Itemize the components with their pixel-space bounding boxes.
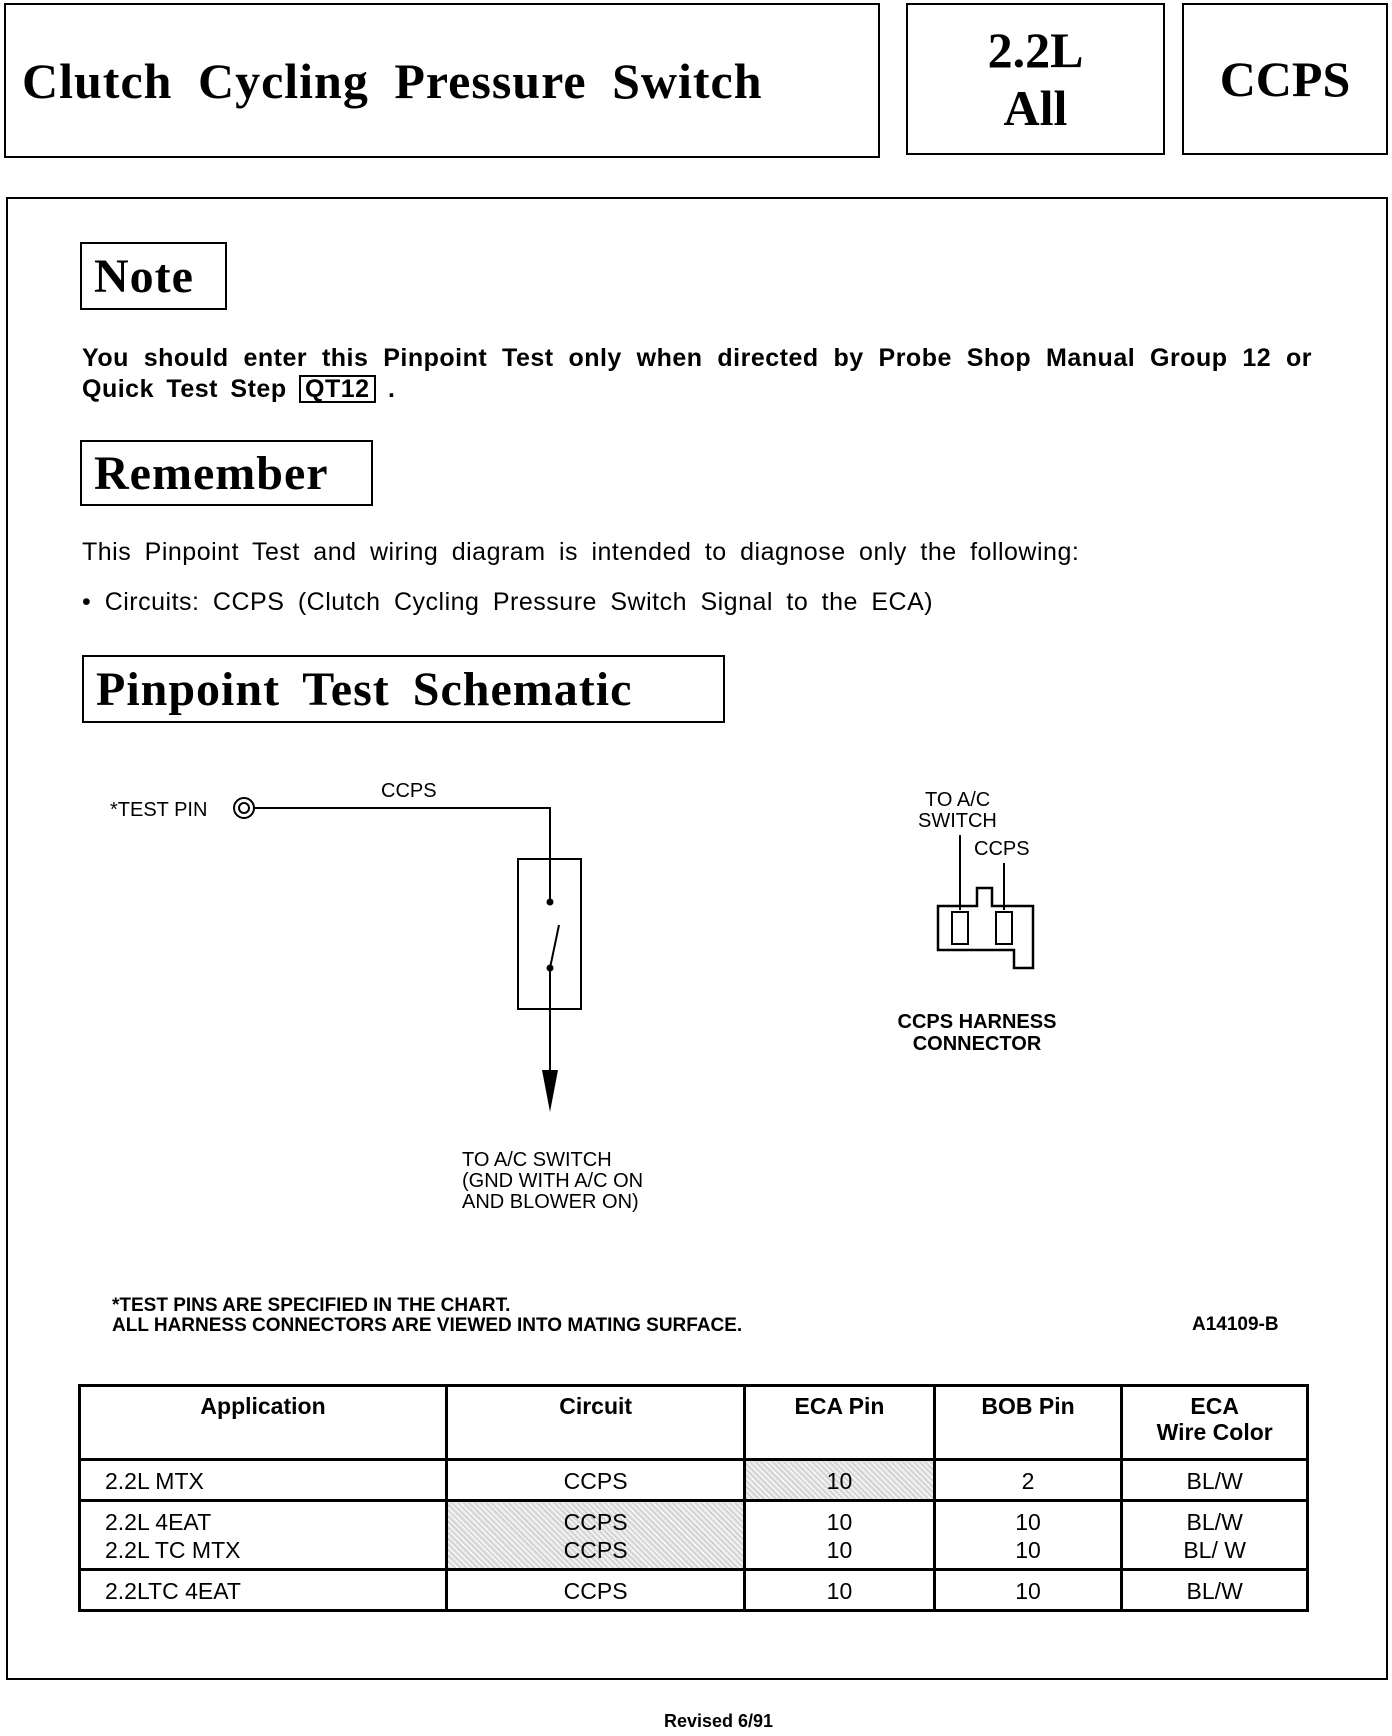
cell-circuit bbox=[447, 1501, 745, 1570]
cell-eca-pin bbox=[745, 1501, 935, 1570]
wire-label: CCPS bbox=[381, 780, 437, 802]
table-row bbox=[80, 1570, 1308, 1611]
cell-wire-color: BL/W bbox=[1122, 1460, 1308, 1501]
code-text: CCPS bbox=[1219, 51, 1351, 107]
col-wire-color-line1: ECA bbox=[1190, 1393, 1239, 1419]
bullet-text: Circuits: CCPS (Clutch Cycling Pressure Switch Signal to the ECA) bbox=[104, 588, 934, 616]
schematic-heading-text: Pinpoint Test Schematic bbox=[96, 662, 633, 716]
table-header-row bbox=[80, 1386, 1308, 1460]
note-text: You should enter this Pinpoint Test only when directed by Probe Shop Manual Group 12 or Quick Test Step bbox=[82, 344, 1312, 403]
connector-ccps-label: CCPS bbox=[974, 838, 1030, 860]
connector-cavity-1 bbox=[952, 912, 968, 944]
cell-circuit: CCPS bbox=[447, 1570, 745, 1611]
cell-application-line2: 2.2L TC MTX bbox=[105, 1537, 241, 1563]
cell-application: 2.2L MTX bbox=[80, 1460, 447, 1501]
connector-name-1: CCPS HARNESS bbox=[897, 1011, 1057, 1033]
ground-arrow-icon bbox=[542, 1070, 558, 1112]
ground-label-3: AND BLOWER ON) bbox=[462, 1191, 639, 1213]
connector-to-label-1: TO A/C bbox=[925, 789, 991, 811]
schematic-footnote bbox=[112, 1296, 742, 1336]
note-heading-text: Note bbox=[94, 249, 194, 303]
col-wire-color-line2: Wire Color bbox=[1156, 1419, 1273, 1445]
cell-circuit-line2: CCPS bbox=[563, 1537, 628, 1563]
figure-id: A14109-B bbox=[1192, 1314, 1279, 1335]
remember-text: This Pinpoint Test and wiring diagram is intended to diagnose only the following: bbox=[82, 538, 1080, 566]
col-eca-pin: ECA Pin bbox=[745, 1386, 935, 1460]
cell-wire-color-line2: BL/ W bbox=[1183, 1537, 1246, 1563]
cell-bob-pin: 10 bbox=[934, 1570, 1122, 1611]
cell-circuit-line1: CCPS bbox=[563, 1509, 628, 1535]
cell-wire-color: BL/W bbox=[1122, 1570, 1308, 1611]
col-bob-pin: BOB Pin bbox=[934, 1386, 1122, 1460]
remember-heading-text: Remember bbox=[94, 446, 329, 500]
test-pin-label: *TEST PIN bbox=[110, 799, 208, 821]
test-pin-table bbox=[78, 1384, 1309, 1612]
page-title-text: Clutch Cycling Pressure Switch bbox=[22, 52, 763, 109]
cell-bob-pin: 2 bbox=[934, 1460, 1122, 1501]
cell-application: 2.2LTC 4EAT bbox=[80, 1570, 447, 1611]
connector-cavity-2 bbox=[996, 912, 1012, 944]
cell-bob-pin-line1: 10 bbox=[1015, 1509, 1041, 1535]
col-wire-color bbox=[1122, 1386, 1308, 1460]
connector-to-label-2: SWITCH bbox=[918, 810, 997, 832]
ground-label-2: (GND WITH A/C ON bbox=[462, 1170, 644, 1192]
engine-size: 2.2L bbox=[987, 22, 1084, 78]
footnote-line-2: ALL HARNESS CONNECTORS ARE VIEWED INTO MATING SURFACE. bbox=[112, 1315, 743, 1336]
cell-eca-pin-line1: 10 bbox=[826, 1509, 853, 1535]
cell-eca-pin: 10 bbox=[745, 1460, 935, 1501]
col-circuit: Circuit bbox=[447, 1386, 745, 1460]
engine-scope: All bbox=[1003, 80, 1068, 136]
footnote-line-1: *TEST PINS ARE SPECIFIED IN THE CHART. bbox=[112, 1295, 511, 1316]
switch-contact-top bbox=[547, 899, 554, 906]
cell-wire-color bbox=[1122, 1501, 1308, 1570]
cell-eca-pin-line2: 10 bbox=[826, 1537, 853, 1563]
cell-application bbox=[80, 1501, 447, 1570]
switch-blade bbox=[550, 925, 559, 968]
bullet-dot: • bbox=[82, 588, 105, 616]
ccps-wire bbox=[254, 808, 550, 858]
test-pin-icon bbox=[234, 798, 254, 818]
table-row bbox=[80, 1501, 1308, 1570]
note-text-end: . bbox=[388, 375, 396, 403]
table-row bbox=[80, 1460, 1308, 1501]
cell-circuit: CCPS bbox=[447, 1460, 745, 1501]
cell-application-line1: 2.2L 4EAT bbox=[105, 1509, 212, 1535]
cell-wire-color-line1: BL/W bbox=[1186, 1509, 1243, 1535]
cell-bob-pin-line2: 10 bbox=[1015, 1537, 1041, 1563]
cell-bob-pin bbox=[934, 1501, 1122, 1570]
ground-label-1: TO A/C SWITCH bbox=[462, 1149, 612, 1171]
col-application: Application bbox=[80, 1386, 447, 1460]
revision-footer: Revised 6/91 bbox=[664, 1711, 774, 1731]
cell-eca-pin: 10 bbox=[745, 1570, 935, 1611]
connector-name-2: CONNECTOR bbox=[912, 1033, 1042, 1055]
quick-test-step-box: QT12 bbox=[299, 375, 376, 403]
